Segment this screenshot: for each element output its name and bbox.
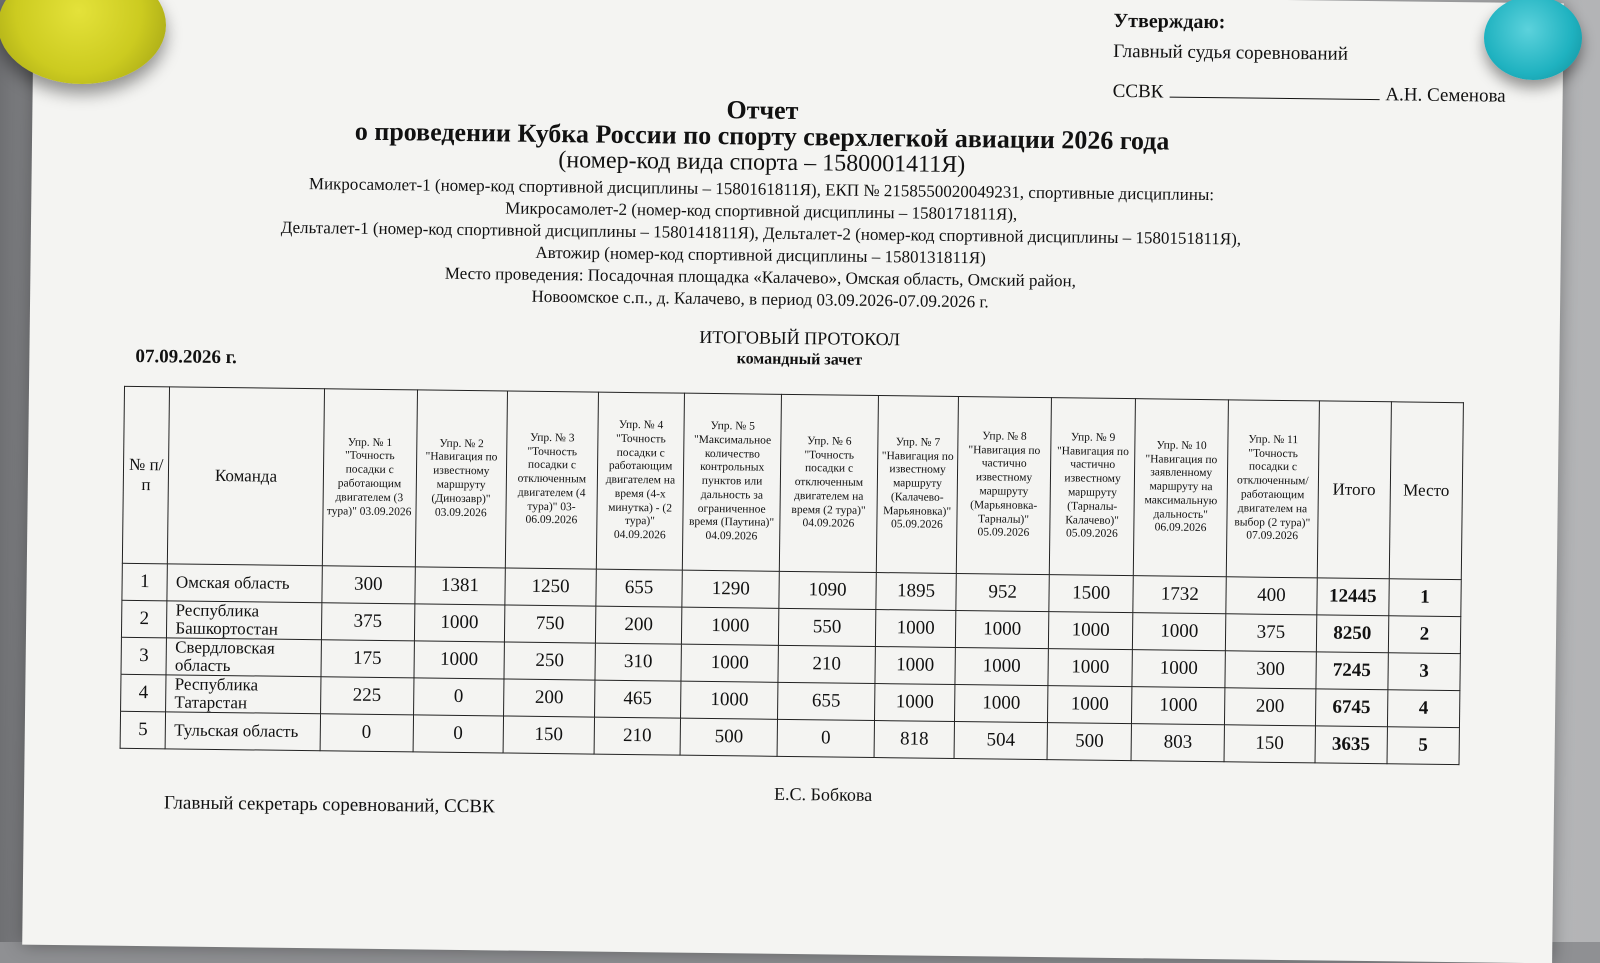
footer-name: Е.С. Бобкова — [773, 783, 873, 805]
header-ex11: Упр. № 11 "Точность посадки с отключенным/ работающим двигателем на выбор (2 тура)" 07.09.2026 — [1226, 400, 1319, 578]
report-discipline-line-4: Автожир (номер-код спортивной дисциплины – 1580131811Я) — [535, 242, 986, 268]
header-place: Место — [1389, 402, 1463, 580]
protocol-date: 07.09.2026 г. — [135, 345, 238, 369]
row-score: 1895 — [876, 573, 957, 611]
row-total: 12445 — [1316, 578, 1389, 616]
protocol-heading — [589, 326, 1009, 372]
row-score: 1000 — [874, 684, 955, 722]
row-num: 1 — [122, 563, 168, 601]
row-score: 504 — [954, 721, 1047, 759]
row-total: 7245 — [1316, 652, 1389, 690]
row-team: Тульская область — [165, 712, 320, 751]
row-score: 150 — [1224, 725, 1315, 763]
document-sheet — [22, 0, 1564, 963]
report-discipline-line-2: Микросамолет-2 (номер-код спортивной дисциплины – 1580171811Я), — [505, 198, 1018, 224]
row-place: 3 — [1388, 653, 1461, 691]
row-total: 8250 — [1316, 615, 1389, 653]
row-score: 150 — [503, 716, 594, 754]
results-table — [120, 386, 1464, 765]
row-score: 200 — [504, 679, 595, 717]
report-venue-line-2: Новоомское с.п., д. Калачево, в период 03.09.2026-07.09.2026 г. — [531, 286, 989, 312]
report-sport-code: (номер-код вида спорта – 1580001411Я) — [558, 147, 966, 179]
row-score: 655 — [778, 682, 875, 720]
header-ex6: Упр. № 6 "Точность посадки с отключенным двигателем на время (2 тура)" 04.09.2026 — [779, 394, 878, 572]
row-score: 803 — [1131, 724, 1224, 762]
header-ex8: Упр. № 8 "Навигация по частично известному маршруту (Марьяновка-Тарналы)" 05.09.2026 — [957, 397, 1052, 575]
row-place: 4 — [1387, 690, 1460, 728]
row-num: 2 — [121, 600, 167, 638]
row-total: 6745 — [1315, 689, 1388, 727]
approval-name: А.Н. Семенова — [1385, 84, 1506, 107]
report-venue-line-1: Место проведения: Посадочная площадка «Калачево», Омская область, Омский район, — [444, 263, 1077, 291]
header-ex7: Упр. № 7 "Навигация по известному маршруту (Калачево-Марьяновка)" 05.09.2026 — [876, 396, 958, 574]
signature-blank — [1169, 97, 1379, 101]
header-ex1: Упр. № 1 "Точность посадки с работающим двигателем (3 тура)" 03.09.2026 — [322, 389, 417, 567]
protocol-subtitle: командный зачет — [736, 350, 863, 369]
row-score: 1090 — [779, 571, 876, 609]
row-score: 1381 — [414, 567, 505, 605]
row-num: 4 — [121, 674, 167, 712]
report-discipline-line-3: Дельталет-1 (номер-код спортивной дисциплины – 1580141811Я), Дельталет-2 (номер-код спортивной дисциплины – 1580151811Я), — [280, 217, 1242, 249]
row-score: 210 — [594, 717, 681, 755]
row-score: 200 — [1225, 688, 1316, 726]
header-team: Команда — [168, 387, 325, 566]
row-score: 952 — [956, 574, 1049, 612]
row-score: 375 — [321, 603, 414, 641]
row-total: 3635 — [1315, 726, 1388, 764]
header-ex3: Упр. № 3 "Точность посадки с отключенным двигателем (4 тура)" 03-06.09.2026 — [505, 391, 598, 569]
row-score: 310 — [595, 643, 682, 681]
row-score: 500 — [1047, 723, 1132, 761]
row-score: 818 — [874, 721, 955, 759]
row-score: 1000 — [955, 647, 1048, 685]
row-score: 300 — [322, 566, 415, 604]
row-score: 1290 — [682, 570, 779, 608]
row-score: 250 — [504, 642, 595, 680]
report-subject: о проведении Кубка России по спорту сверхлегкой авиации 2026 года — [354, 116, 1170, 156]
approval-role: Главный судья соревнований — [1113, 40, 1349, 65]
header-ex4: Упр. № 4 "Точность посадки с работающим двигателем на время (4-х минутка) - (2 тура)" 04.09.2026 — [596, 392, 685, 570]
row-score: 1000 — [1047, 686, 1132, 724]
row-team: Омская область — [167, 564, 322, 603]
row-team: Республика Татарстан — [166, 675, 321, 714]
approval-org: ССВК — [1112, 80, 1164, 103]
row-score: 550 — [778, 608, 875, 646]
row-score: 400 — [1226, 577, 1317, 615]
row-score: 500 — [680, 718, 777, 756]
approval-heading: Утверждаю: — [1113, 9, 1226, 34]
header-num: № п/ п — [122, 386, 169, 564]
row-score: 1000 — [956, 611, 1049, 649]
row-score: 0 — [777, 719, 874, 757]
footer-role: Главный секретарь соревнований, ССВК — [163, 792, 495, 818]
row-score: 300 — [1225, 651, 1316, 689]
row-score: 1000 — [413, 641, 504, 679]
row-score: 0 — [413, 715, 504, 753]
report-discipline-line-1: Микросамолет-1 (номер-код спортивной дисциплины – 1580161811Я), ЕКП № 2158550020049231, спортивные дисциплины: — [308, 174, 1215, 205]
header-total: Итого — [1317, 401, 1391, 579]
row-score: 0 — [413, 678, 504, 716]
header-ex9: Упр. № 9 "Навигация по частично известному маршруту (Тарналы-Калачево)" 05.09.2026 — [1049, 398, 1136, 576]
row-score: 1000 — [875, 610, 956, 648]
row-score: 1000 — [1132, 650, 1225, 688]
row-score: 200 — [595, 606, 682, 644]
table-header-row — [122, 386, 1463, 579]
row-score: 1000 — [682, 607, 779, 645]
row-score: 375 — [1225, 614, 1316, 652]
row-place: 5 — [1387, 727, 1460, 765]
row-score: 1000 — [1048, 612, 1133, 650]
row-score: 225 — [320, 677, 413, 715]
row-score: 175 — [321, 640, 414, 678]
row-score: 1732 — [1133, 576, 1226, 614]
row-score: 1000 — [414, 604, 505, 642]
row-score: 1000 — [1133, 613, 1226, 651]
row-num: 3 — [121, 637, 167, 675]
row-score: 1000 — [681, 644, 778, 682]
row-score: 1000 — [875, 647, 956, 685]
row-score: 1000 — [1048, 649, 1133, 687]
row-place: 1 — [1389, 579, 1462, 617]
row-score: 1000 — [681, 681, 778, 719]
header-ex2: Упр. № 2 "Навигация по известному маршруту (Динозавр)" 03.09.2026 — [415, 390, 508, 568]
row-team: Республика Башкортостан — [167, 601, 322, 640]
row-score: 750 — [505, 605, 596, 643]
header-ex5: Упр. № 5 "Максимальное количество контрольных пунктов или дальность за ограниченное время (Паутина)" 04.09.2026 — [683, 393, 782, 571]
protocol-title: ИТОГОВЫЙ ПРОТОКОЛ — [699, 326, 901, 350]
row-score: 1250 — [505, 568, 596, 606]
report-title: Отчет — [726, 95, 799, 126]
header-ex10: Упр. № 10 "Навигация по заявленному маршруту на максимальную дальность" 06.09.2026 — [1134, 399, 1229, 577]
row-place: 2 — [1388, 616, 1461, 654]
row-score: 210 — [778, 645, 875, 683]
approval-block — [1113, 10, 1507, 108]
row-num: 5 — [120, 711, 166, 749]
row-team: Свердловская область — [166, 638, 321, 677]
row-score: 0 — [320, 714, 413, 752]
row-score: 1000 — [955, 684, 1048, 722]
row-score: 1000 — [1132, 687, 1225, 725]
row-score: 655 — [596, 569, 683, 607]
row-score: 1500 — [1049, 575, 1134, 613]
row-score: 465 — [594, 680, 681, 718]
